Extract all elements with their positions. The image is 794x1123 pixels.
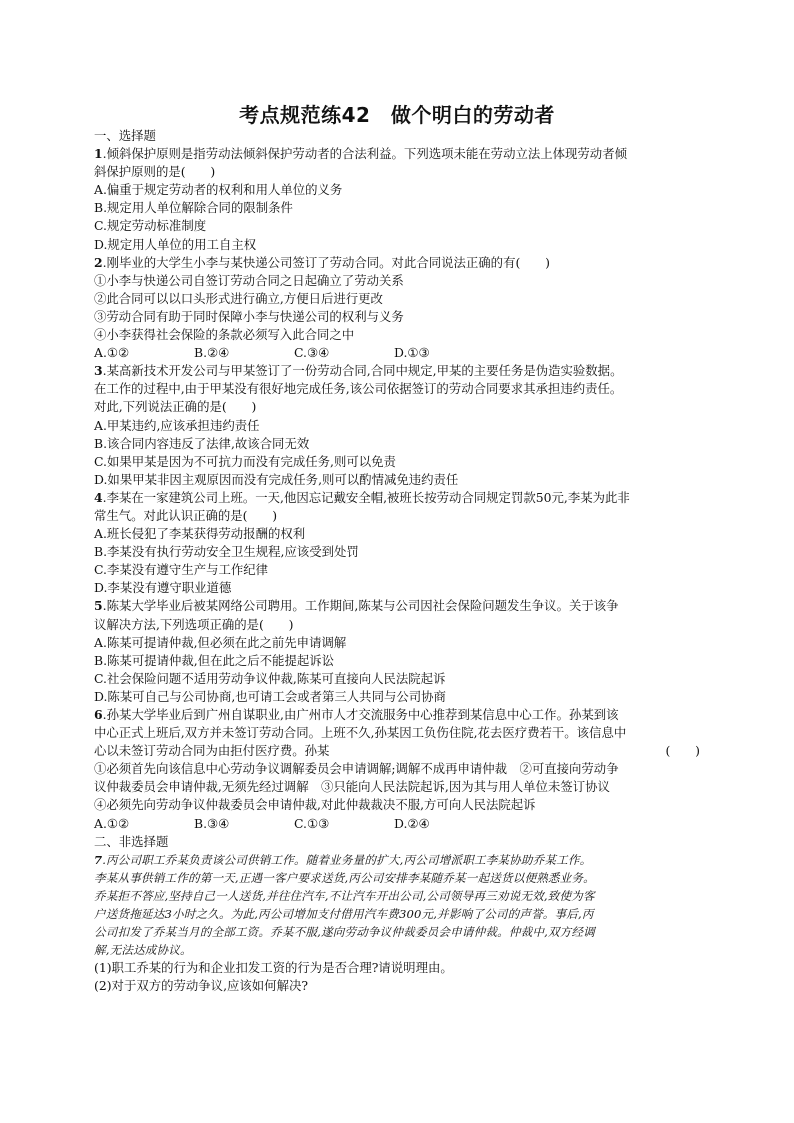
option-c: C.李某没有遵守生产与工作纪律 <box>94 562 269 578</box>
statement-item: ④小李获得社会保险的条款必须写入此合同之中 <box>94 327 355 343</box>
material-line: 李某从事供销工作的第一天,正遇一客户要求送货,丙公司安排李某随乔某一起送货以便熟悉业务。 <box>94 870 595 885</box>
question-number: 1 <box>94 146 103 162</box>
question-stem-line: 在工作的过程中,由于甲某没有很好地完成任务,该公司依据签订的劳动合同要求其承担违约责任。 <box>94 381 623 397</box>
option-a: A.①② <box>94 345 130 361</box>
option-d: D.陈某可自己与公司协商,也可请工会或者第三人共同与公司协商 <box>94 688 446 704</box>
statement-item: 议仲裁委员会申请仲裁,无须先经过调解 ③只能向人民法院起诉,因为其与用人单位未签订协议 <box>94 779 610 795</box>
question-6 <box>94 706 700 833</box>
question-number: 7 <box>94 852 103 867</box>
question-stem-line: 心以未签订劳动合同为由拒付医疗费。孙某 <box>94 743 330 759</box>
option-b: B.该合同内容违反了法律,故该合同无效 <box>94 435 310 451</box>
question-stem-line: .孙某大学毕业后到广州自谋职业,由广州市人才交流服务中心推荐到某信息中心工作。孙某到该 <box>102 707 619 722</box>
option-a: A.班长侵犯了李某获得劳动报酬的权利 <box>94 526 306 542</box>
question-stem-line: 对此,下列说法正确的是( ) <box>94 399 257 415</box>
statement-item: ①小李与快递公司自签订劳动合同之日起确立了劳动关系 <box>94 272 404 288</box>
option-b: B.李某没有执行劳动安全卫生规程,应该受到处罚 <box>94 544 359 560</box>
option-a: A.甲某违约,应该承担违约责任 <box>94 417 260 433</box>
option-c: C.社会保险问题不适用劳动争议仲裁,陈某可直接向人民法院起诉 <box>94 670 446 686</box>
statement-item: ①必须首先向该信息中心劳动争议调解委员会申请调解;调解不成再申请仲裁 ②可直接向劳动争 <box>94 761 619 777</box>
material-line: 解,无法达成协议。 <box>94 943 192 958</box>
question-number: 3 <box>94 363 103 379</box>
question-stem-line: .倾斜保护原则是指劳动法倾斜保护劳动者的合法利益。下列选项未能在劳动立法上体现劳动者倾 <box>102 146 627 162</box>
question-stem-line: .某高新技术开发公司与甲某签订了一份劳动合同,合同中规定,甲某的主要任务是伪造实验数据。 <box>102 363 623 379</box>
question-stem-line: 议解决方法,下列选项正确的是( ) <box>94 616 294 632</box>
question-stem-line: .刚毕业的大学生小李与某快递公司签订了劳动合同。对此合同说法正确的有( ) <box>102 254 550 270</box>
sub-question-1: (1)职工乔某的行为和企业扣发工资的行为是否合理?请说明理由。 <box>94 960 453 976</box>
question-number: 2 <box>94 254 103 270</box>
question-stem-line: 常生气。对此认识正确的是( ) <box>94 507 278 523</box>
option-row <box>94 815 700 833</box>
question-stem-line: 中心正式上班后,双方并未签订劳动合同。上班不久,孙某因工负伤住院,花去医疗费若干。该信息中 <box>94 725 627 741</box>
statement-item: ③劳动合同有助于同时保障小李与快递公司的权利与义务 <box>94 308 404 324</box>
question-3 <box>94 362 700 489</box>
question-number: 5 <box>94 598 103 614</box>
option-c: C.③④ <box>294 345 330 361</box>
material-line: 乔某拒不答应,坚持自己一人送货,并往住汽车,不让汽车开出公司,公司领导再三劝说无效,致使为客 <box>94 888 595 903</box>
question-number: 4 <box>94 489 103 505</box>
option-a: A.①② <box>94 815 130 831</box>
answer-blank: ( ) <box>665 743 700 759</box>
section-heading-nonchoice: 二、非选择题 <box>94 833 169 849</box>
option-a: A.陈某可提请仲裁,但必须在此之前先申请调解 <box>94 634 347 650</box>
question-number: 6 <box>94 707 103 722</box>
question-5 <box>94 597 700 706</box>
option-row <box>94 344 700 362</box>
question-4 <box>94 489 700 598</box>
question-stem-line: .陈某大学毕业后被某网络公司聘用。工作期间,陈某与公司因社会保险问题发生争议。关于该争 <box>102 598 619 614</box>
statement-item: ④必须先向劳动争议仲裁委员会申请仲裁,对此仲裁裁决不服,方可向人民法院起诉 <box>94 797 536 813</box>
option-b: B.陈某可提请仲裁,但在此之后不能提起诉讼 <box>94 652 335 668</box>
material-line: .丙公司职工乔某负责该公司供销工作。随着业务量的扩大,丙公司增派职工李某协助乔某工作。 <box>102 852 592 867</box>
option-d: D.规定用人单位的用工自主权 <box>94 236 257 252</box>
option-b: B.规定用人单位解除合同的限制条件 <box>94 200 293 216</box>
material-line: 户送货拖延达3小时之久。为此,丙公司增加支付借用汽车费300元,并影响了公司的声誉。事后,丙 <box>94 907 594 922</box>
option-b: B.②④ <box>194 345 230 361</box>
document-body <box>94 127 700 996</box>
option-d: D.①③ <box>394 345 430 361</box>
option-b: B.③④ <box>194 815 230 831</box>
question-7 <box>94 851 700 996</box>
question-stem-line: .李某在一家建筑公司上班。一天,他因忘记戴安全帽,被班长按劳动合同规定罚款50元,李某为此非 <box>102 489 630 505</box>
option-c: C.规定劳动标准制度 <box>94 218 207 234</box>
section-heading-choice: 一、选择题 <box>94 128 156 143</box>
question-stem-line: 斜保护原则的是( ) <box>94 164 216 180</box>
page-title: 考点规范练42 做个明白的劳动者 <box>239 103 555 127</box>
question-1 <box>94 145 700 254</box>
statement-item: ②此合同可以以口头形式进行确立,方便日后进行更改 <box>94 290 383 306</box>
option-c: C.如果甲某是因为不可抗力而没有完成任务,则可以免责 <box>94 453 396 469</box>
sub-question-2: (2)对于双方的劳动争议,应该如何解决? <box>94 978 308 994</box>
option-c: C.①③ <box>294 815 330 831</box>
option-d: D.②④ <box>394 815 430 831</box>
option-d: D.如果甲某非因主观原因而没有完成任务,则可以酌情减免违约责任 <box>94 471 459 487</box>
option-d: D.李某没有遵守职业道德 <box>94 580 232 596</box>
question-2 <box>94 254 700 363</box>
option-a: A.偏重于规定劳动者的权利和用人单位的义务 <box>94 182 343 198</box>
material-line: 公司扣发了乔某当月的全部工资。乔某不服,遂向劳动争议仲裁委员会申请仲裁。仲裁中,双方经调 <box>94 925 595 940</box>
